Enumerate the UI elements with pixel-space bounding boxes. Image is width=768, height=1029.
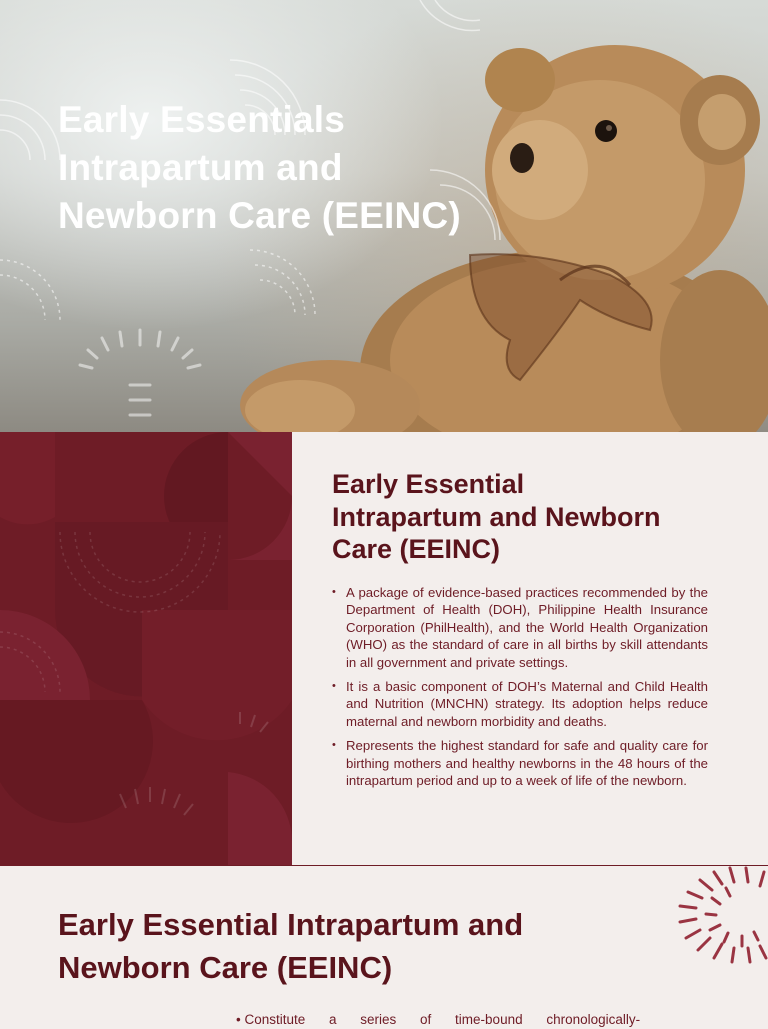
hero-section [0,0,768,432]
section-title-line: Care (EEINC) [332,534,501,564]
slide3-title-line: Newborn Care (EEINC) [58,950,393,985]
hero-title-line: Newborn Care (EEINC) [58,195,461,236]
bullet-list [332,584,708,796]
hero-title-line: Intrapartum and [58,147,343,188]
slide3-title-line: Early Essential Intrapartum and [58,907,524,942]
bullet-item: • Represents the highest standard for safe and quality care for birthing mothers and healthy newborns in the 48 hours of the intrapartum period and up to a week of life of the newborn. [332,737,708,789]
section-title [332,468,732,566]
slide3-title [58,903,658,989]
section-divider [0,865,768,866]
slide3-bullet-item: • Constitute a series of time-bound chronologically- [236,1011,716,1029]
bullet-item: • A package of evidence-based practices recommended by the Department of Health (DOH), Philippine Health Insurance Corporation (PhilHealth), and the World Health Organization (WHO) as the standard of care in all births by skill attendants in all government and private settings. [332,584,708,671]
hero-title [58,96,461,240]
sunburst-decoration-icon [668,862,768,966]
geometric-pattern-icon [0,432,292,866]
hero-title-line: Early Essentials [58,99,346,140]
section-title-line: Early Essential [332,469,525,499]
section-title-line: Intrapartum and Newborn [332,501,661,532]
bullet-item: • It is a basic component of DOH’s Maternal and Child Health and Nutrition (MNCHN) strategy. Its adoption helps reduce maternal and newborn morbidity and deaths. [332,678,708,730]
eeinc-info-panel [292,432,768,866]
maroon-pattern-panel [0,432,292,866]
